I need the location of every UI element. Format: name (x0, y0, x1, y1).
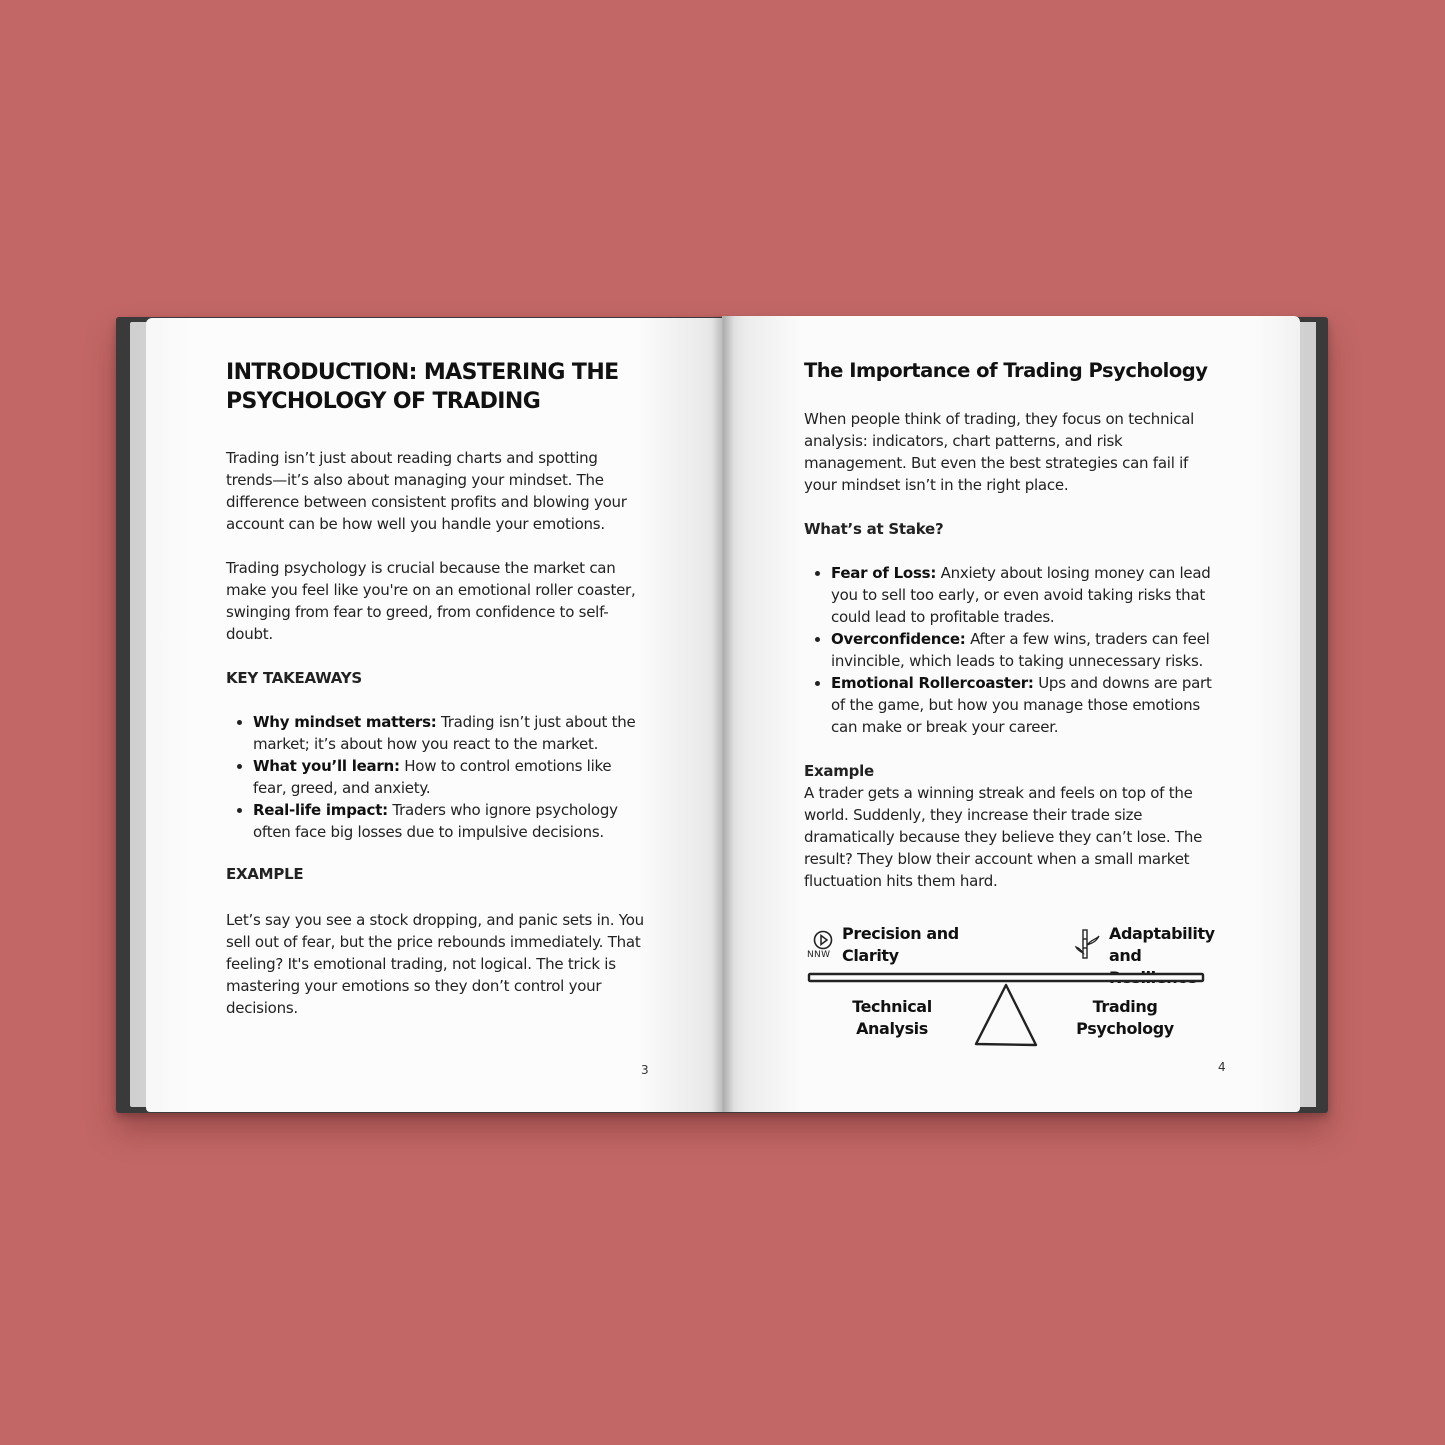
example-heading: Example (804, 762, 874, 780)
intro-paragraph: Trading isn’t just about reading charts and spotting trends—it’s also about managing your mindset. The difference between consistent profits and blowing your account can be how well you handle your emotions. (226, 449, 627, 533)
right-page (722, 316, 1300, 1112)
intro-paragraph: When people think of trading, they focus on technical analysis: indicators, chart patterns, and risk management. But even the best strategies can fail if your mindset isn’t in the right place. (804, 410, 1195, 494)
list-item (831, 628, 1224, 672)
precision-label (842, 923, 959, 967)
technical-analysis-label (842, 996, 942, 1040)
stake-heading: What’s at Stake? (804, 520, 944, 538)
list-item (831, 562, 1224, 628)
stakes-list (804, 562, 1224, 738)
technical-label-line1: Technical (852, 997, 932, 1016)
bamboo-icon (1074, 927, 1104, 961)
takeaway-text: How to control emotions like fear, greed, and anxiety. (253, 757, 612, 797)
stake-text: Anxiety about losing money can lead you to sell too early, or even avoid taking risks that could lead to profitable trades. (831, 564, 1211, 626)
takeaway-label: Why mindset matters: (253, 713, 437, 731)
stake-text: Ups and downs are part of the game, but how you manage those emotions can make or break your career. (831, 674, 1212, 736)
list-item (831, 672, 1224, 738)
book-gutter (712, 316, 734, 1112)
precision-label-line1: Precision and (842, 924, 959, 943)
stake-label: Emotional Rollercoaster: (831, 674, 1034, 692)
adaptability-label-line1: Adaptability (1109, 924, 1215, 943)
takeaway-text: Traders who ignore psychology often face big losses due to impulsive decisions. (253, 801, 618, 841)
section-title: The Importance of Trading Psychology (804, 359, 1208, 382)
takeaways-heading: KEY TAKEAWAYS (226, 669, 362, 687)
list-item (253, 755, 646, 799)
takeaway-label: What you’ll learn: (253, 757, 400, 775)
list-item (253, 711, 646, 755)
stake-text: After a few wins, traders can feel invincible, which leads to taking unnecessary risks. (831, 630, 1210, 670)
stake-label: Fear of Loss: (831, 564, 937, 582)
trading-psychology-label (1070, 996, 1180, 1040)
example-paragraph: A trader gets a winning streak and feels on top of the world. Suddenly, they increase their trade size dramatically because they believe they can’t lose. The result? They blow their account when a small market fluctuation hits them hard. (804, 784, 1203, 890)
left-page-content (226, 358, 646, 1019)
stake-label: Overconfidence: (831, 630, 966, 648)
example-paragraph: Let’s say you see a stock dropping, and panic sets in. You sell out of fear, but the price rebounds immediately. That feeling? It's emotional trading, not logical. The trick is mastering your emotions so they don’t control your decisions. (226, 911, 644, 1017)
page-number: 3 (641, 1063, 649, 1077)
psychology-paragraph: Trading psychology is crucial because the market can make you feel like you're on an emotional roller coaster, swinging from fear to greed, from confidence to self-doubt. (226, 559, 636, 643)
takeaway-label: Real-life impact: (253, 801, 388, 819)
takeaway-text: Trading isn’t just about the market; it’s about how you react to the market. (253, 713, 636, 753)
takeaways-list (226, 711, 646, 843)
adaptability-label-line2: and (1109, 946, 1142, 965)
page-number: 4 (1218, 1060, 1226, 1074)
compass-icon (812, 929, 834, 951)
balance-diagram (804, 919, 1234, 1059)
left-page (146, 318, 724, 1112)
technical-label-line2: Analysis (856, 1019, 928, 1038)
compass-caption: NNW (807, 950, 831, 960)
trading-label-line2: Psychology (1076, 1019, 1174, 1038)
list-item (253, 799, 646, 843)
trading-label-line1: Trading (1092, 997, 1158, 1016)
precision-label-line2: Clarity (842, 946, 899, 965)
right-page-content (804, 358, 1224, 892)
chapter-title: INTRODUCTION: MASTERING THE PSYCHOLOGY OF TRADING (226, 360, 619, 414)
example-heading: EXAMPLE (226, 865, 304, 883)
